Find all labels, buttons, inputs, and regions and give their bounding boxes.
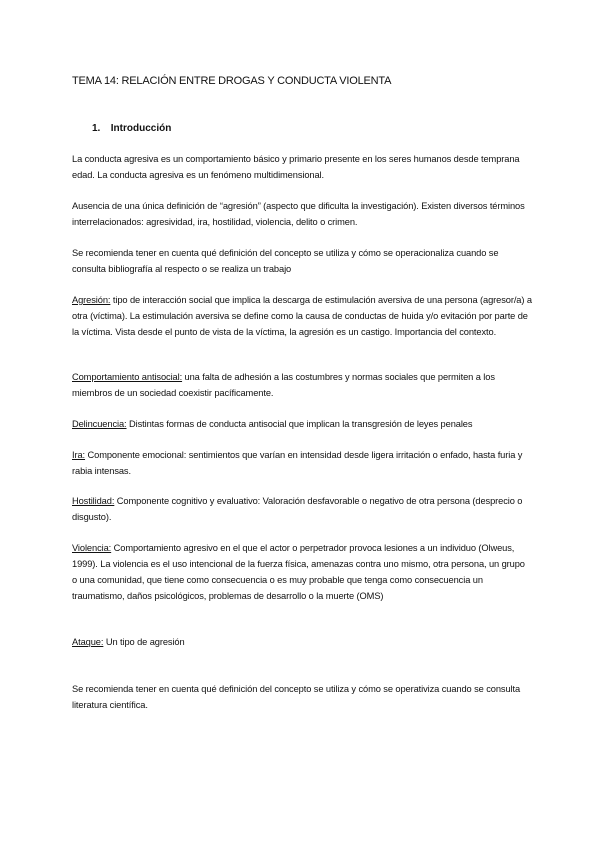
definition-text: Comportamiento agresivo en el que el actor o perpetrador provoca lesiones a un individuo (Olweus, 1999). La violencia es el uso intencional de la fuerza física, amenazas contra uno mismo, otra persona, un grupo o una comunidad, que tiene como consecuencia o es muy probable que tenga como consecuencia un traumatismo, daños psicológicos, problemas de desarrollo o la muerte (OMS) bbox=[72, 543, 525, 601]
section-heading bbox=[92, 123, 171, 134]
definition-term: Hostilidad: bbox=[72, 496, 115, 506]
definition-text: Distintas formas de conducta antisocial que implican la transgresión de leyes penales bbox=[126, 419, 473, 429]
definition-absence-paragraph: Ausencia de una única definición de “agresión” (aspecto que dificulta la investigación). Existen diversos términos interrelacionados: agresividad, ira, hostilidad, violencia, delito o crimen. bbox=[72, 201, 525, 227]
definition-term: Agresión: bbox=[72, 295, 111, 305]
definition-violencia bbox=[72, 540, 532, 604]
definition-ataque bbox=[72, 634, 532, 650]
definition-text: Componente emocional: sentimientos que varían en intensidad desde ligera irritación o enfado, hasta furia y rabia intensas. bbox=[72, 450, 523, 476]
definition-ira bbox=[72, 447, 532, 479]
definition-term: Ira: bbox=[72, 450, 86, 460]
definition-delincuencia bbox=[72, 416, 532, 432]
closing-recommendation-paragraph: Se recomienda tener en cuenta qué definición del concepto se utiliza y cómo se operativiza cuando se consulta literatura científica. bbox=[72, 684, 521, 710]
definition-term: Comportamiento antisocial: bbox=[72, 372, 183, 382]
definition-term: Delincuencia: bbox=[72, 419, 127, 429]
definition-term: Ataque: bbox=[72, 637, 104, 647]
section-label: Introducción bbox=[110, 123, 172, 134]
definition-text: Un tipo de agresión bbox=[103, 637, 185, 647]
definition-text: una falta de adhesión a las costumbres y normas sociales que permiten a los miembros de un sociedad coexistir pacíficamente. bbox=[72, 372, 495, 398]
definition-agresion bbox=[72, 292, 532, 340]
definition-comportamiento-antisocial bbox=[72, 369, 532, 401]
recommendation-paragraph: Se recomienda tener en cuenta qué definición del concepto se utiliza y cómo se operacionaliza cuando se consulta bibliografía al respecto o se realiza un trabajo bbox=[72, 248, 499, 274]
definition-hostilidad bbox=[72, 493, 532, 525]
definition-text: tipo de interacción social que implica la descarga de estimulación aversiva de una persona (agresor/a) a otra (víctima). La estimulación aversiva se define como la causa de conductas de huida y/o evitación por parte de la víctima. Vista desde el punto de vista de la víctima, la agresión es un castigo. Importancia del contexto. bbox=[72, 295, 532, 337]
intro-paragraph: La conducta agresiva es un comportamiento básico y primario presente en los seres humanos desde temprana edad. La conducta agresiva es un fenómeno multidimensional. bbox=[72, 154, 520, 180]
section-number: 1. bbox=[92, 123, 101, 134]
definition-text: Componente cognitivo y evaluativo: Valoración desfavorable o negativo de otra persona (desprecio o disgusto). bbox=[72, 496, 523, 522]
definition-term: Violencia: bbox=[72, 543, 112, 553]
document-title: TEMA 14: RELACIÓN ENTRE DROGAS Y CONDUCTA VIOLENTA bbox=[72, 75, 392, 87]
